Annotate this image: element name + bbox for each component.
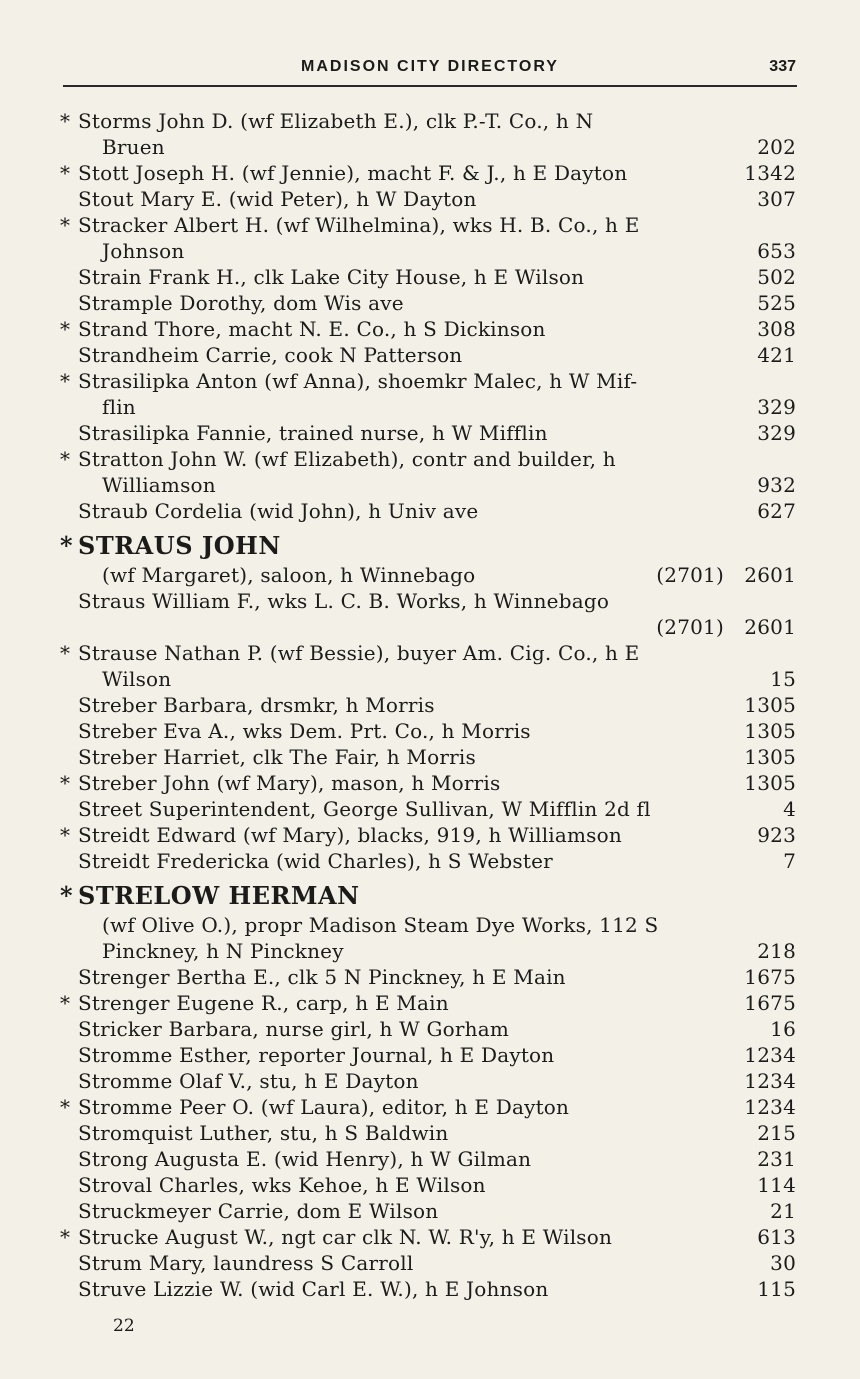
directory-entry: [60, 446, 800, 498]
entry-text: Struckmeyer Carrie, dom E Wilson: [78, 1199, 439, 1223]
entry-text: Strandheim Carrie, cook N Patterson: [78, 343, 463, 367]
voter-star-mark: *: [60, 161, 71, 185]
directory-entry: [60, 498, 800, 524]
directory-entry: [60, 290, 800, 316]
entry-line: [60, 964, 800, 990]
entry-line: [60, 1120, 800, 1146]
entry-bold-name: [60, 530, 800, 562]
entry-line: [60, 1224, 800, 1250]
entry-text: Stromme Olaf V., stu, h E Dayton: [78, 1069, 419, 1093]
entry-house-number: 923: [757, 823, 796, 847]
entry-text: Strause Nathan P. (wf Bessie), buyer Am. Cig. Co., h E: [78, 641, 640, 665]
entry-line: [60, 1146, 800, 1172]
entry-house-number: 932: [757, 473, 796, 497]
entry-text: Pinckney, h N Pinckney: [102, 939, 344, 963]
directory-entry: [60, 160, 800, 186]
directory-entry: [60, 1172, 800, 1198]
voter-star-mark: *: [60, 531, 74, 560]
entry-text: Strasilipka Fannie, trained nurse, h W Mifflin: [78, 421, 548, 445]
directory-entry: [60, 640, 800, 692]
entry-continuation-line: [60, 238, 800, 264]
entry-house-number: 16: [770, 1017, 796, 1041]
directory-entry: [60, 880, 800, 964]
entry-line: [60, 420, 800, 446]
directory-entry: [60, 1224, 800, 1250]
entry-line: [60, 160, 800, 186]
entry-line: [60, 562, 800, 588]
voter-star-mark: *: [60, 1225, 71, 1249]
entry-line: [60, 1094, 800, 1120]
voter-star-mark: *: [60, 881, 74, 910]
entry-house-number: 115: [757, 1277, 796, 1301]
entry-house-number: 218: [757, 939, 796, 963]
entry-line: [60, 316, 800, 342]
entry-house-number: 1305: [744, 719, 796, 743]
entry-line: [60, 186, 800, 212]
entry-line: [60, 744, 800, 770]
directory-entry: [60, 186, 800, 212]
entry-line: [60, 1250, 800, 1276]
entry-line: [60, 264, 800, 290]
entry-house-number: 1305: [744, 693, 796, 717]
entry-line: [60, 212, 800, 238]
entry-text: (wf Olive O.), propr Madison Steam Dye Works, 112 S: [102, 913, 659, 937]
directory-entry: [60, 692, 800, 718]
entry-text: Strand Thore, macht N. E. Co., h S Dickinson: [78, 317, 546, 341]
entry-house-number: 1342: [744, 161, 796, 185]
entry-line: [60, 912, 800, 938]
entry-house-number: 202: [757, 135, 796, 159]
header-rule: [63, 85, 797, 87]
entry-house-number: 2601: [744, 615, 796, 639]
entry-line: [60, 342, 800, 368]
entry-house-number: 114: [757, 1173, 796, 1197]
entry-line: [60, 822, 800, 848]
entry-line: [60, 290, 800, 316]
voter-star-mark: *: [60, 317, 71, 341]
signature-mark: 22: [113, 1316, 135, 1336]
entry-house-number: 308: [757, 317, 796, 341]
entry-line: [60, 718, 800, 744]
entry-text: Streber John (wf Mary), mason, h Morris: [78, 771, 501, 795]
entry-house-number: 1305: [744, 771, 796, 795]
entry-house-number: 1675: [744, 991, 796, 1015]
directory-entry: [60, 848, 800, 874]
directory-entry: [60, 1276, 800, 1302]
directory-entry: [60, 1016, 800, 1042]
entry-house-number: 525: [757, 291, 796, 315]
entry-text: Strong Augusta E. (wid Henry), h W Gilman: [78, 1147, 532, 1171]
entry-house-number: 421: [757, 343, 796, 367]
entry-house-number: 613: [757, 1225, 796, 1249]
entry-house-number: 4: [783, 797, 796, 821]
entry-text: Stricker Barbara, nurse girl, h W Gorham: [78, 1017, 510, 1041]
entry-text: Stott Joseph H. (wf Jennie), macht F. & J., h E Dayton: [78, 161, 628, 185]
entry-house-number: 2601: [744, 563, 796, 587]
directory-entry: [60, 212, 800, 264]
entry-text: Streber Barbara, drsmkr, h Morris: [78, 693, 435, 717]
entry-text: Bruen: [102, 135, 165, 159]
directory-entry: [60, 1120, 800, 1146]
entry-continuation-line: [60, 938, 800, 964]
entry-bold-name: [60, 880, 800, 912]
entry-text: Strain Frank H., clk Lake City House, h E Wilson: [78, 265, 585, 289]
entry-text: Streidt Fredericka (wid Charles), h S Webster: [78, 849, 553, 873]
entry-house-number: 15: [770, 667, 796, 691]
entry-house-number: 231: [757, 1147, 796, 1171]
directory-entry: [60, 1094, 800, 1120]
entry-house-number: 329: [757, 395, 796, 419]
directory-entry: [60, 108, 800, 160]
entry-text: Streidt Edward (wf Mary), blacks, 919, h Williamson: [78, 823, 622, 847]
entry-line: [60, 368, 800, 394]
entry-text: Straub Cordelia (wid John), h Univ ave: [78, 499, 479, 523]
directory-listing: [60, 108, 800, 1302]
directory-entry: [60, 368, 800, 420]
entry-text: Strasilipka Anton (wf Anna), shoemkr Malec, h W Mif-: [78, 369, 638, 393]
entry-text: Stracker Albert H. (wf Wilhelmina), wks H. B. Co., h E: [78, 213, 640, 237]
entry-house-number: 1234: [744, 1069, 796, 1093]
entry-text: Struve Lizzie W. (wid Carl E. W.), h E Johnson: [78, 1277, 549, 1301]
directory-entry: [60, 588, 800, 640]
entry-text: (wf Margaret), saloon, h Winnebago: [102, 563, 476, 587]
entry-house-number: 7: [783, 849, 796, 873]
entry-line: [60, 640, 800, 666]
directory-entry: [60, 964, 800, 990]
entry-house-number: 215: [757, 1121, 796, 1145]
directory-entry: [60, 1042, 800, 1068]
entry-text: Strucke August W., ngt car clk N. W. R'y, h E Wilson: [78, 1225, 613, 1249]
entry-house-number: 329: [757, 421, 796, 445]
directory-entry: [60, 1146, 800, 1172]
entry-old-number: (2701): [656, 615, 724, 639]
entry-line: [60, 1172, 800, 1198]
entry-name-text: STRELOW HERMAN: [78, 881, 360, 910]
entry-line: [60, 1068, 800, 1094]
entry-line: [60, 990, 800, 1016]
entry-line: [60, 796, 800, 822]
entry-text: Wilson: [102, 667, 172, 691]
entry-text: Streber Eva A., wks Dem. Prt. Co., h Morris: [78, 719, 531, 743]
entry-house-number: 627: [757, 499, 796, 523]
directory-entry: [60, 822, 800, 848]
voter-star-mark: *: [60, 991, 71, 1015]
entry-text: Stratton John W. (wf Elizabeth), contr and builder, h: [78, 447, 616, 471]
directory-entry: [60, 1068, 800, 1094]
entry-text: Strenger Eugene R., carp, h E Main: [78, 991, 449, 1015]
directory-entry: [60, 264, 800, 290]
entry-text: Stout Mary E. (wid Peter), h W Dayton: [78, 187, 477, 211]
entry-text: Streber Harriet, clk The Fair, h Morris: [78, 745, 476, 769]
voter-star-mark: *: [60, 823, 71, 847]
entry-line: [60, 1198, 800, 1224]
entry-continuation-line: [60, 472, 800, 498]
entry-house-number: 1234: [744, 1043, 796, 1067]
entry-house-number: 21: [770, 1199, 796, 1223]
entry-house-number: 30: [770, 1251, 796, 1275]
entry-house-number: 502: [757, 265, 796, 289]
entry-house-number: 653: [757, 239, 796, 263]
entry-text: Street Superintendent, George Sullivan, W Mifflin 2d fl: [78, 797, 651, 821]
voter-star-mark: *: [60, 369, 71, 393]
entry-line: [60, 1042, 800, 1068]
entry-text: Strample Dorothy, dom Wis ave: [78, 291, 404, 315]
entry-text: Stromme Esther, reporter Journal, h E Dayton: [78, 1043, 555, 1067]
entry-house-number: 1675: [744, 965, 796, 989]
entry-continuation-line: [60, 134, 800, 160]
directory-entry: [60, 796, 800, 822]
voter-star-mark: *: [60, 1095, 71, 1119]
voter-star-mark: *: [60, 641, 71, 665]
voter-star-mark: *: [60, 771, 71, 795]
entry-text: Williamson: [102, 473, 216, 497]
entry-text: Stromquist Luther, stu, h S Baldwin: [78, 1121, 449, 1145]
entry-house-number: 1305: [744, 745, 796, 769]
directory-entry: [60, 770, 800, 796]
entry-text: Stroval Charles, wks Kehoe, h E Wilson: [78, 1173, 486, 1197]
directory-entry: [60, 342, 800, 368]
entry-old-number: (2701): [656, 563, 724, 587]
entry-house-number: 307: [757, 187, 796, 211]
entry-line: [60, 1016, 800, 1042]
directory-entry: [60, 1250, 800, 1276]
entry-text: Strum Mary, laundress S Carroll: [78, 1251, 414, 1275]
page-header: [0, 56, 860, 80]
directory-entry: [60, 744, 800, 770]
directory-entry: [60, 718, 800, 744]
entry-line: [60, 498, 800, 524]
entry-line: [60, 108, 800, 134]
directory-entry: [60, 530, 800, 588]
entry-line: [60, 588, 800, 614]
entry-line: [60, 692, 800, 718]
entry-text: Stromme Peer O. (wf Laura), editor, h E Dayton: [78, 1095, 570, 1119]
directory-entry: [60, 316, 800, 342]
voter-star-mark: *: [60, 447, 71, 471]
entry-line: [60, 770, 800, 796]
running-title: MADISON CITY DIRECTORY: [301, 58, 559, 75]
entry-text: flin: [102, 395, 136, 419]
entry-house-number: 1234: [744, 1095, 796, 1119]
page-number: 337: [769, 58, 796, 75]
entry-text: Johnson: [102, 239, 185, 263]
entry-text: Strenger Bertha E., clk 5 N Pinckney, h E Main: [78, 965, 566, 989]
entry-line: [60, 848, 800, 874]
entry-continuation-line: [60, 614, 800, 640]
directory-entry: [60, 990, 800, 1016]
directory-entry: [60, 1198, 800, 1224]
entry-line: [60, 1276, 800, 1302]
entry-continuation-line: [60, 666, 800, 692]
directory-entry: [60, 420, 800, 446]
entry-continuation-line: [60, 394, 800, 420]
entry-name-text: STRAUS JOHN: [78, 531, 281, 560]
entry-text: Straus William F., wks L. C. B. Works, h Winnebago: [78, 589, 610, 613]
voter-star-mark: *: [60, 213, 71, 237]
entry-line: [60, 446, 800, 472]
entry-text: Storms John D. (wf Elizabeth E.), clk P.-T. Co., h N: [78, 109, 594, 133]
voter-star-mark: *: [60, 109, 71, 133]
